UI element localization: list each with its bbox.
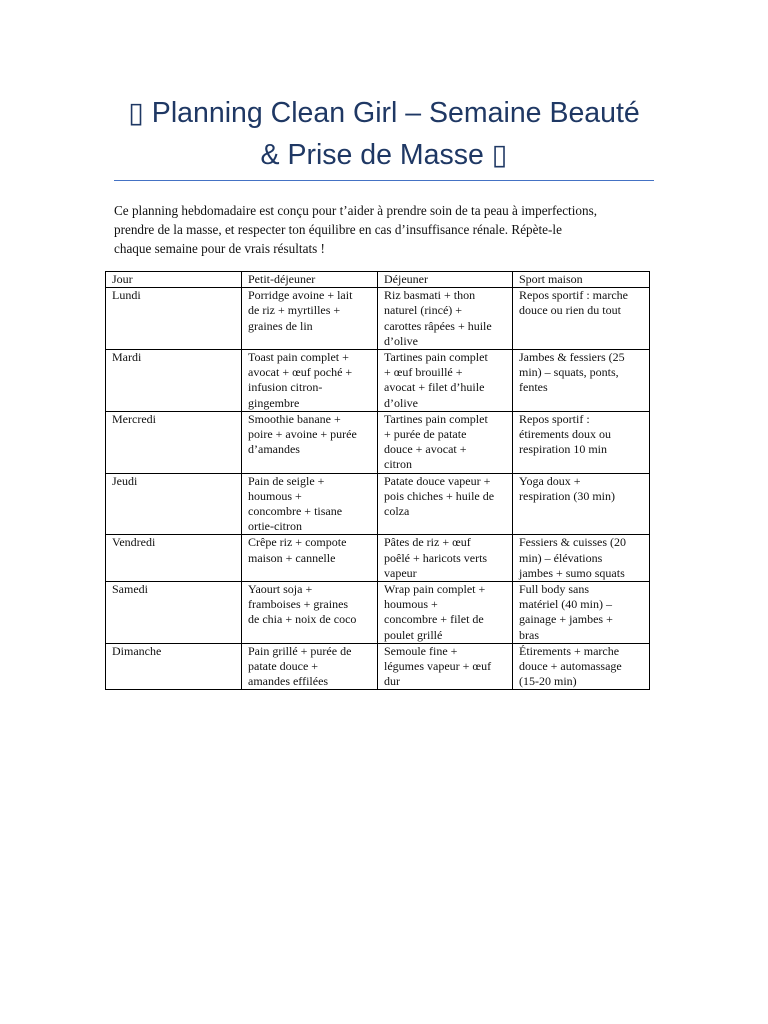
cell-text-line: vapeur bbox=[384, 565, 417, 580]
cell-text-line: Toast pain complet + bbox=[248, 350, 349, 365]
header-dejeuner: Déjeuner bbox=[378, 272, 513, 288]
cell-text-line: avocat + œuf poché + bbox=[248, 365, 353, 380]
cell-text-line: houmous + bbox=[384, 597, 438, 612]
header-sport-maison: Sport maison bbox=[513, 272, 650, 288]
cell-text-line: min) – squats, ponts, bbox=[519, 365, 619, 380]
cell-text-line: pois chiches + huile de bbox=[384, 488, 495, 503]
cell-text-line: Pain de seigle + bbox=[248, 473, 325, 488]
cell-text-line: Étirements + marche bbox=[519, 643, 620, 658]
cell-sport bbox=[513, 288, 650, 350]
cell-text-line: d’olive bbox=[384, 333, 418, 348]
cell-text-line: bras bbox=[519, 627, 539, 642]
cell-text-line: Tartines pain complet bbox=[384, 350, 488, 365]
cell-dejeuner bbox=[378, 535, 513, 582]
cell-text-line: Fessiers & cuisses (20 bbox=[519, 535, 626, 550]
table-row bbox=[106, 535, 650, 582]
cell-text-line: Jeudi bbox=[112, 473, 138, 488]
cell-jour bbox=[106, 643, 242, 690]
cell-text-line: patate douce + bbox=[248, 659, 319, 674]
cell-text-line: infusion citron- bbox=[248, 380, 323, 395]
header-petit-dejeuner: Petit-déjeuner bbox=[242, 272, 378, 288]
cell-text-line: Patate douce vapeur + bbox=[384, 473, 491, 488]
cell-text-line: Wrap pain complet + bbox=[384, 582, 486, 597]
cell-jour bbox=[106, 582, 242, 644]
cell-text-line: colza bbox=[384, 504, 410, 519]
cell-text-line: respiration 10 min bbox=[519, 442, 607, 457]
cell-text-line: maison + cannelle bbox=[248, 550, 336, 565]
cell-text-line: Mardi bbox=[112, 350, 142, 365]
cell-dejeuner bbox=[378, 411, 513, 473]
cell-text-line: + purée de patate bbox=[384, 427, 467, 442]
cell-text-line: Dimanche bbox=[112, 643, 162, 658]
table-row bbox=[106, 288, 650, 350]
cell-text-line: citron bbox=[384, 457, 412, 472]
cell-text-line: Tartines pain complet bbox=[384, 411, 488, 426]
cell-text-line: douce ou rien du tout bbox=[519, 303, 621, 318]
cell-text-line: poulet grillé bbox=[384, 627, 443, 642]
table-body bbox=[106, 288, 650, 690]
cell-text-line: + œuf brouillé + bbox=[384, 365, 463, 380]
cell-text-line: douce + avocat + bbox=[384, 442, 467, 457]
cell-text-line: Smoothie banane + bbox=[248, 411, 341, 426]
cell-text-line: matériel (40 min) – bbox=[519, 597, 612, 612]
cell-jour bbox=[106, 473, 242, 535]
cell-text-line: Lundi bbox=[112, 288, 141, 303]
table-row bbox=[106, 411, 650, 473]
cell-petit-dejeuner bbox=[242, 535, 378, 582]
cell-text-line: poire + avoine + purée bbox=[248, 427, 357, 442]
weekly-planning-table bbox=[105, 271, 650, 690]
cell-dejeuner bbox=[378, 350, 513, 412]
cell-text-line: Repos sportif : bbox=[519, 411, 590, 426]
cell-text-line: concombre + filet de bbox=[384, 612, 484, 627]
cell-text-line: Porridge avoine + lait bbox=[248, 288, 353, 303]
cell-text-line: framboises + graines bbox=[248, 597, 349, 612]
cell-text-line: Jambes & fessiers (25 bbox=[519, 350, 625, 365]
cell-text-line: Crêpe riz + compote bbox=[248, 535, 347, 550]
cell-dejeuner bbox=[378, 643, 513, 690]
cell-text-line: douce + automassage bbox=[519, 659, 622, 674]
cell-text-line: Repos sportif : marche bbox=[519, 288, 628, 303]
cell-text-line: Pâtes de riz + œuf bbox=[384, 535, 471, 550]
cell-petit-dejeuner bbox=[242, 350, 378, 412]
intro-line: prendre de la masse, et respecter ton équilibre en cas d’insuffisance rénale. Répète-le bbox=[114, 222, 562, 237]
cell-text-line: Pain grillé + purée de bbox=[248, 643, 352, 658]
cell-text-line: Samedi bbox=[112, 582, 148, 597]
cell-text-line: Mercredi bbox=[112, 411, 156, 426]
table-row bbox=[106, 350, 650, 412]
cell-text-line: Riz basmati + thon bbox=[384, 288, 476, 303]
cell-jour bbox=[106, 535, 242, 582]
cell-text-line: houmous + bbox=[248, 488, 302, 503]
intro-line: Ce planning hebdomadaire est conçu pour t’aider à prendre soin de ta peau à imperfections, bbox=[114, 203, 597, 218]
intro-line: chaque semaine pour de vrais résultats ! bbox=[114, 241, 325, 256]
cell-text-line: amandes effilées bbox=[248, 674, 329, 689]
cell-petit-dejeuner bbox=[242, 643, 378, 690]
cell-text-line: de riz + myrtilles + bbox=[248, 303, 341, 318]
cell-sport bbox=[513, 411, 650, 473]
cell-text-line: respiration (30 min) bbox=[519, 488, 615, 503]
cell-text-line: concombre + tisane bbox=[248, 504, 343, 519]
title-line-1: ▯ Planning Clean Girl – Semaine Beauté bbox=[128, 97, 640, 129]
cell-petit-dejeuner bbox=[242, 582, 378, 644]
cell-text-line: fentes bbox=[519, 380, 548, 395]
cell-dejeuner bbox=[378, 288, 513, 350]
cell-text-line: min) – élévations bbox=[519, 550, 603, 565]
cell-text-line: naturel (rincé) + bbox=[384, 303, 463, 318]
cell-text-line: légumes vapeur + œuf bbox=[384, 659, 492, 674]
cell-sport bbox=[513, 350, 650, 412]
cell-text-line: Full body sans bbox=[519, 582, 590, 597]
title-line-2: & Prise de Masse ▯ bbox=[260, 139, 508, 171]
cell-jour bbox=[106, 350, 242, 412]
table-header-row bbox=[106, 272, 650, 288]
cell-text-line: Yaourt soja + bbox=[248, 582, 313, 597]
table-row bbox=[106, 643, 650, 690]
cell-jour bbox=[106, 411, 242, 473]
cell-sport bbox=[513, 582, 650, 644]
cell-text-line: carottes râpées + huile bbox=[384, 318, 492, 333]
cell-petit-dejeuner bbox=[242, 288, 378, 350]
cell-text-line: Yoga doux + bbox=[519, 473, 581, 488]
title-underline-divider bbox=[114, 180, 654, 181]
cell-dejeuner bbox=[378, 582, 513, 644]
cell-text-line: d’amandes bbox=[248, 442, 300, 457]
cell-text-line: graines de lin bbox=[248, 318, 313, 333]
cell-text-line: gingembre bbox=[248, 395, 300, 410]
cell-dejeuner bbox=[378, 473, 513, 535]
cell-text-line: Vendredi bbox=[112, 535, 156, 550]
document-title bbox=[110, 92, 658, 176]
cell-text-line: étirements doux ou bbox=[519, 427, 611, 442]
cell-text-line: ortie-citron bbox=[248, 519, 302, 534]
table-row bbox=[106, 473, 650, 535]
cell-sport bbox=[513, 535, 650, 582]
cell-text-line: jambes + sumo squats bbox=[519, 565, 625, 580]
cell-text-line: Semoule fine + bbox=[384, 643, 458, 658]
cell-text-line: (15-20 min) bbox=[519, 674, 577, 689]
cell-text-line: poêlé + haricots verts bbox=[384, 550, 488, 565]
cell-text-line: d’olive bbox=[384, 395, 418, 410]
cell-text-line: de chia + noix de coco bbox=[248, 612, 357, 627]
cell-petit-dejeuner bbox=[242, 411, 378, 473]
cell-text-line: gainage + jambes + bbox=[519, 612, 613, 627]
table-row bbox=[106, 582, 650, 644]
cell-sport bbox=[513, 643, 650, 690]
cell-jour bbox=[106, 288, 242, 350]
header-jour: Jour bbox=[106, 272, 242, 288]
cell-sport bbox=[513, 473, 650, 535]
cell-text-line: avocat + filet d’huile bbox=[384, 380, 485, 395]
cell-petit-dejeuner bbox=[242, 473, 378, 535]
intro-paragraph bbox=[114, 201, 658, 258]
cell-text-line: dur bbox=[384, 674, 400, 689]
